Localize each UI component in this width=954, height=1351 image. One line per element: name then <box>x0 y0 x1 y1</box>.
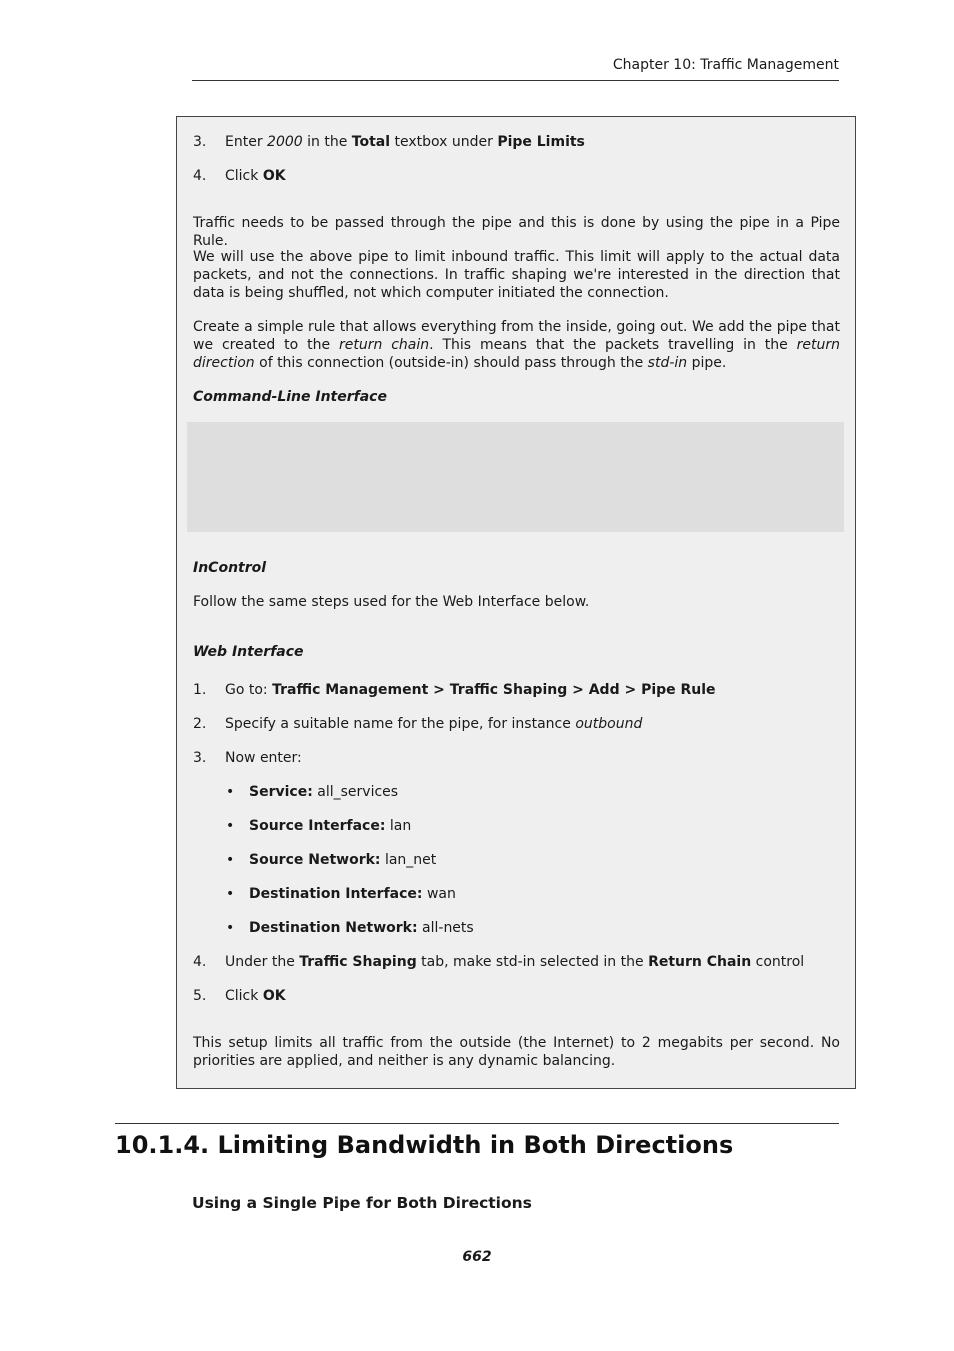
list-item: Destination Network: all-nets <box>249 920 474 936</box>
step-click-ok: Click OK <box>225 168 286 184</box>
header-divider <box>192 80 839 81</box>
list-item: Destination Interface: wan <box>249 886 456 902</box>
paragraph: We will use the above pipe to limit inbound traffic. This limit will apply to the actual data packets, and not the connections. In traffic shaping we're interested in the direction that data is being shuffled, not which computer initiated the connection. <box>193 249 840 301</box>
step-number: 4. <box>193 954 207 970</box>
step-now-enter: Now enter: <box>225 750 302 766</box>
step-number: 1. <box>193 682 207 698</box>
incontrol-heading: InControl <box>193 560 267 576</box>
web-interface-heading: Web Interface <box>193 644 304 660</box>
running-header: Chapter 10: Traffic Management <box>612 57 839 73</box>
list-item: Service: all_services <box>249 784 399 800</box>
example-box <box>176 116 856 1089</box>
list-item: Source Network: lan_net <box>249 852 437 868</box>
paragraph: Traffic needs to be passed through the pipe and this is done by using the pipe in a Pipe Rule. <box>193 215 840 249</box>
step-traffic-shaping-tab: Under the Traffic Shaping tab, make std-in selected in the Return Chain control <box>225 954 805 970</box>
step-click-ok: Click OK <box>225 988 286 1004</box>
step-goto: Go to: Traffic Management > Traffic Shaping > Add > Pipe Rule <box>225 682 716 698</box>
cli-code-block <box>187 422 844 532</box>
paragraph: Create a simple rule that allows everything from the inside, going out. We add the pipe that we created to the return chain. This means that the packets travelling in the return direction of this connection (outside-in) should pass through the std-in pipe. <box>193 319 840 371</box>
step-enter-total: Enter 2000 in the Total textbox under Pipe Limits <box>225 134 585 150</box>
step-name: Specify a suitable name for the pipe, for instance outbound <box>225 716 643 732</box>
step-number: 5. <box>193 988 207 1004</box>
bullet-marker: • <box>226 818 235 834</box>
section-subtitle: Using a Single Pipe for Both Directions <box>192 1194 532 1212</box>
section-divider <box>115 1123 839 1124</box>
bullet-marker: • <box>226 886 235 902</box>
step-number: 3. <box>193 750 207 766</box>
page-number: 662 <box>462 1249 492 1265</box>
bullet-marker: • <box>226 920 235 936</box>
paragraph: Follow the same steps used for the Web Interface below. <box>193 594 590 610</box>
closing-paragraph: This setup limits all traffic from the outside (the Internet) to 2 megabits per second. No priorities are applied, and neither is any dynamic balancing. <box>193 1035 840 1069</box>
bullet-marker: • <box>226 852 235 868</box>
bullet-marker: • <box>226 784 235 800</box>
cli-heading: Command-Line Interface <box>193 389 387 405</box>
step-number: 2. <box>193 716 207 732</box>
section-title: 10.1.4. Limiting Bandwidth in Both Directions <box>115 1131 734 1159</box>
step-number: 3. <box>193 134 207 150</box>
list-item: Source Interface: lan <box>249 818 412 834</box>
step-number: 4. <box>193 168 207 184</box>
